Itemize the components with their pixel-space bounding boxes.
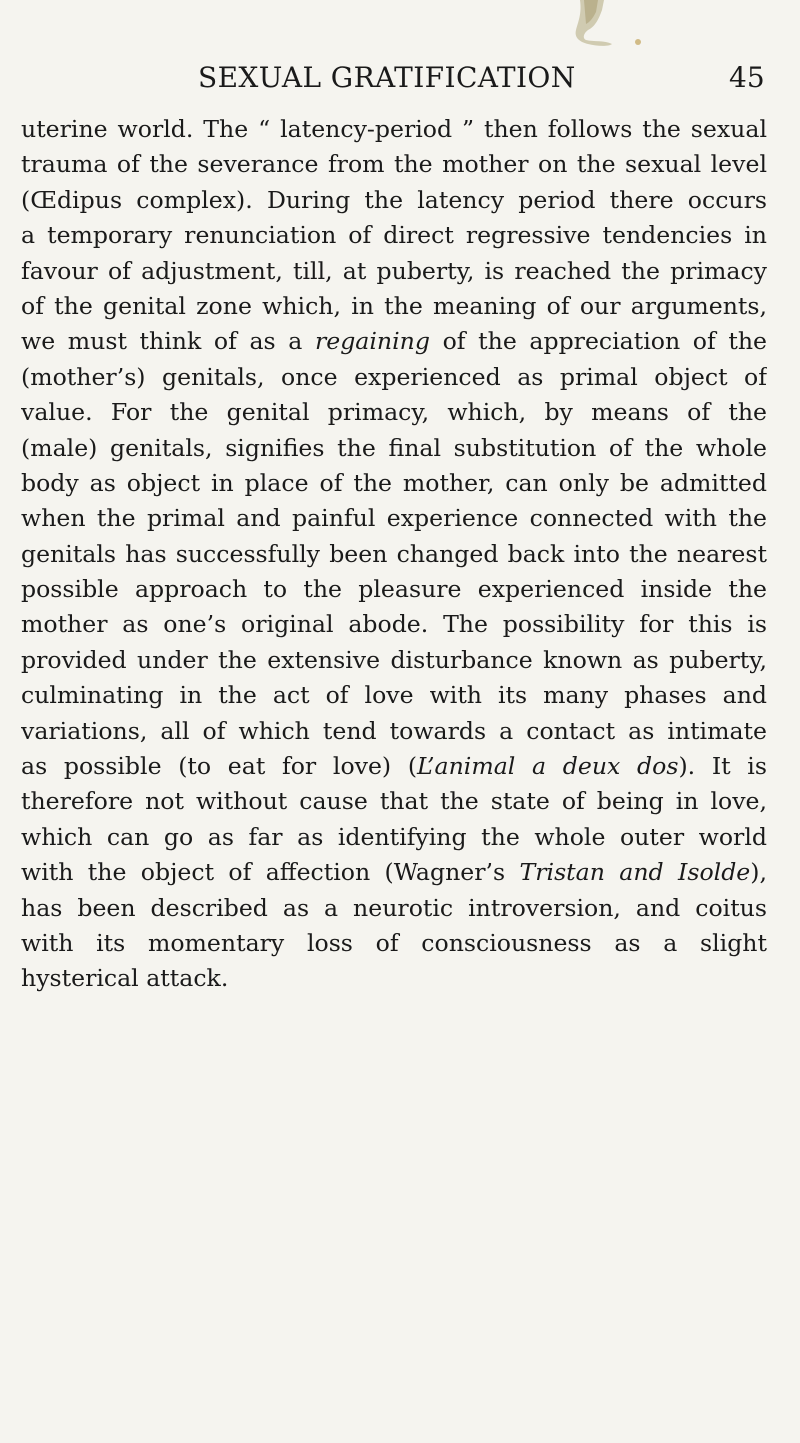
text-line-last: hysterical attack.	[21, 964, 229, 993]
text-line: (male) genitals, signifies the final substitution of the whole	[21, 433, 767, 462]
text-line: provided under the extensive disturbance known as puberty,	[21, 645, 767, 674]
text-line: value. For the genital primacy, which, by means of the	[21, 398, 767, 427]
italic-phrase: L’animal a deux dos	[417, 752, 679, 781]
text-line: when the primal and painful experience connected with the	[21, 504, 767, 533]
text-line: possible approach to the pleasure experienced inside the	[21, 575, 767, 604]
text-line: therefore not without cause that the state of being in love,	[21, 787, 767, 816]
text-line: of the genital zone which, in the meaning of our arguments,	[21, 291, 767, 320]
text-line: which can go as far as identifying the whole outer world	[21, 822, 767, 851]
text-line: variations, all of which tend towards a contact as intimate	[21, 716, 767, 745]
text-line: trauma of the severance from the mother on the sexual level	[21, 150, 767, 179]
ink-stain-mark	[566, 0, 646, 48]
running-head	[0, 58, 800, 98]
text-line: (Œdipus complex). During the latency period there occurs	[21, 185, 767, 214]
italic-term: regaining	[314, 327, 430, 356]
text-line: has been described as a neurotic introversion, and coitus	[21, 893, 767, 922]
text-line: culminating in the act of love with its many phases and	[21, 681, 767, 710]
running-title: SEXUAL GRATIFICATION	[198, 61, 576, 94]
text-line: we must think of as a regaining of the appreciation of the	[21, 327, 767, 356]
text-line: as possible (to eat for love) (L’animal a deux dos). It is	[21, 752, 767, 781]
text-line: with the object of affection (Wagner’s Tristan and Isolde),	[21, 858, 767, 887]
text-line: genitals has successfully been changed back into the nearest	[21, 539, 767, 568]
text-line: a temporary renunciation of direct regressive tendencies in	[21, 221, 767, 250]
text-line: (mother’s) genitals, once experienced as primal object of	[21, 362, 767, 391]
text-line: mother as one’s original abode. The possibility for this is	[21, 610, 767, 639]
italic-title: Tristan and Isolde	[519, 858, 751, 887]
page-number: 45	[729, 61, 765, 94]
text-line: favour of adjustment, till, at puberty, is reached the primacy	[21, 256, 767, 285]
text-line: uterine world. The “ latency-period ” then follows the sexual	[21, 115, 767, 143]
text-line: with its momentary loss of consciousness as a slight	[21, 928, 767, 957]
text-line: body as object in place of the mother, can only be admitted	[21, 468, 767, 497]
body-text	[21, 112, 767, 997]
